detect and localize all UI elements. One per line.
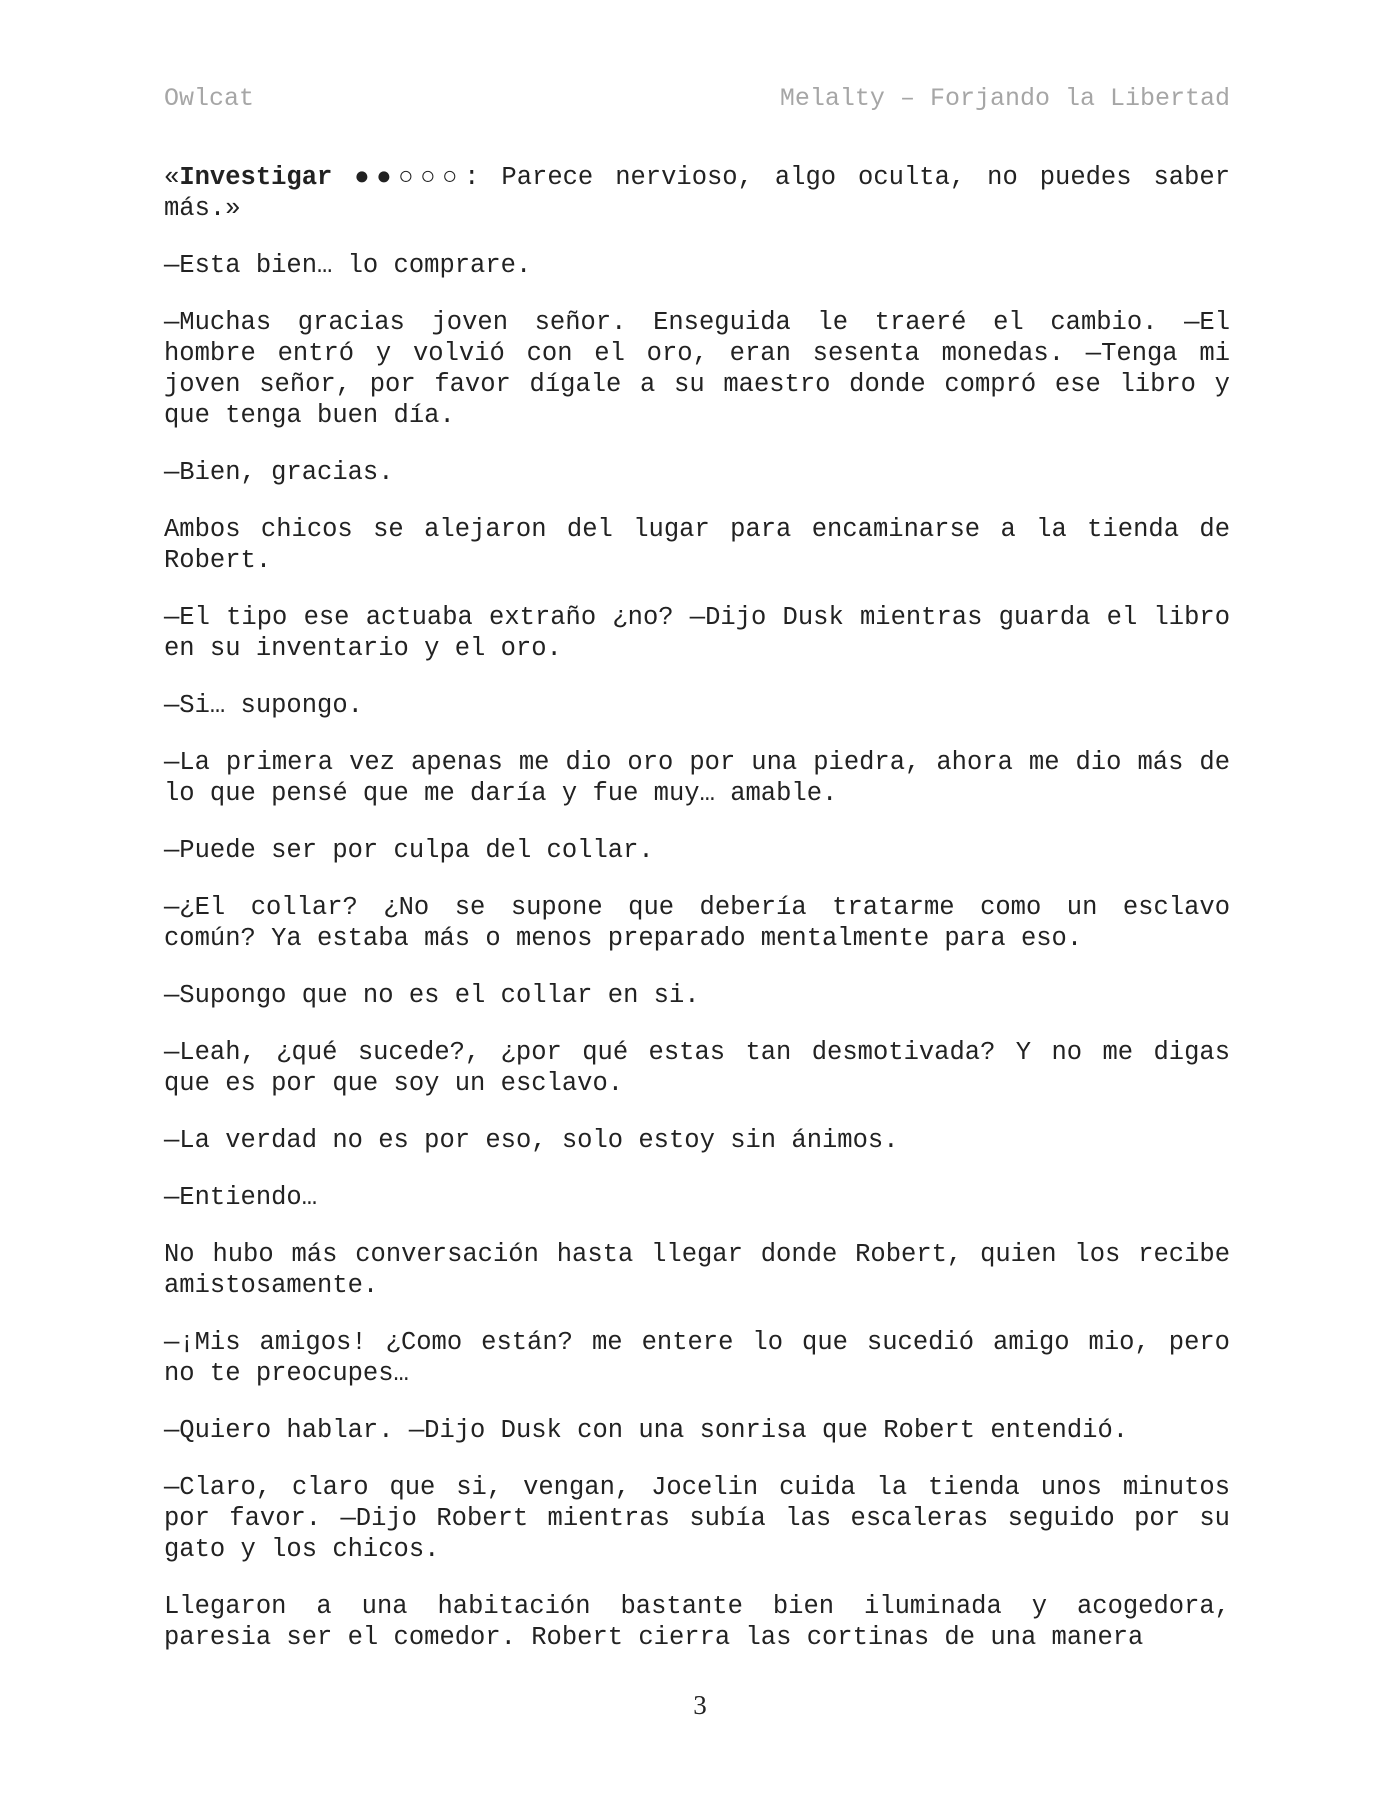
check-skill: Investigar ●●○○○ [179, 163, 465, 192]
paragraph: No hubo más conversación hasta llegar donde Robert, quien los recibe amistosamente. [164, 1240, 1230, 1300]
header-author: Owlcat [164, 83, 255, 113]
paragraph: —El tipo ese actuaba extraño ¿no? —Dijo Dusk mientras guarda el libro en su inventario y el oro. [164, 603, 1230, 663]
header-title: Melalty – Forjando la Libertad [779, 83, 1230, 113]
paragraph: —Puede ser por culpa del collar. [164, 836, 654, 865]
check-result: : Parece nervioso, algo oculta, no puedes saber más.» [164, 163, 1231, 223]
paragraph: Ambos chicos se alejaron del lugar para encaminarse a la tienda de Robert. [164, 515, 1230, 575]
paragraph: —Supongo que no es el collar en si. [164, 981, 700, 1010]
paragraph: —La primera vez apenas me dio oro por una piedra, ahora me dio más de lo que pensé que me daría y fue muy… amable. [164, 748, 1230, 808]
check-open-quote: « [164, 163, 180, 192]
paragraph: —Muchas gracias joven señor. Enseguida le traeré el cambio. —El hombre entró y volvió con el oro, eran sesenta monedas. —Tenga mi joven señor, por favor dígale a su maestro donde compró ese libro y que tenga buen día. [164, 308, 1230, 430]
page-number: 3 [693, 1690, 707, 1720]
paragraph: —Claro, claro que si, vengan, Jocelin cuida la tienda unos minutos por favor. —Dijo Robert mientras subía las escaleras seguido por su gato y los chicos. [164, 1473, 1230, 1564]
paragraph: —¿El collar? ¿No se supone que debería tratarme como un esclavo común? Ya estaba más o menos preparado mentalmente para eso. [164, 893, 1230, 953]
paragraph: —Leah, ¿qué sucede?, ¿por qué estas tan desmotivada? Y no me digas que es por que soy un esclavo. [164, 1038, 1230, 1098]
paragraph: —La verdad no es por eso, solo estoy sin ánimos. [164, 1126, 899, 1155]
paragraph: —Entiendo… [164, 1183, 318, 1212]
skill-check-paragraph [164, 162, 1230, 224]
paragraph: Llegaron a una habitación bastante bien iluminada y acogedora, paresia ser el comedor. Robert cierra las cortinas de una manera [164, 1592, 1230, 1652]
body-text [164, 162, 1230, 1679]
paragraph: —Bien, gracias. [164, 458, 394, 487]
paragraph: —¡Mis amigos! ¿Como están? me entere lo que sucedió amigo mio, pero no te preocupes… [164, 1328, 1230, 1388]
paragraph: —Si… supongo. [164, 691, 363, 720]
page-header [164, 80, 1230, 116]
paragraph: —Quiero hablar. —Dijo Dusk con una sonrisa que Robert entendió. [164, 1416, 1129, 1445]
paragraph: —Esta bien… lo comprare. [164, 251, 532, 280]
